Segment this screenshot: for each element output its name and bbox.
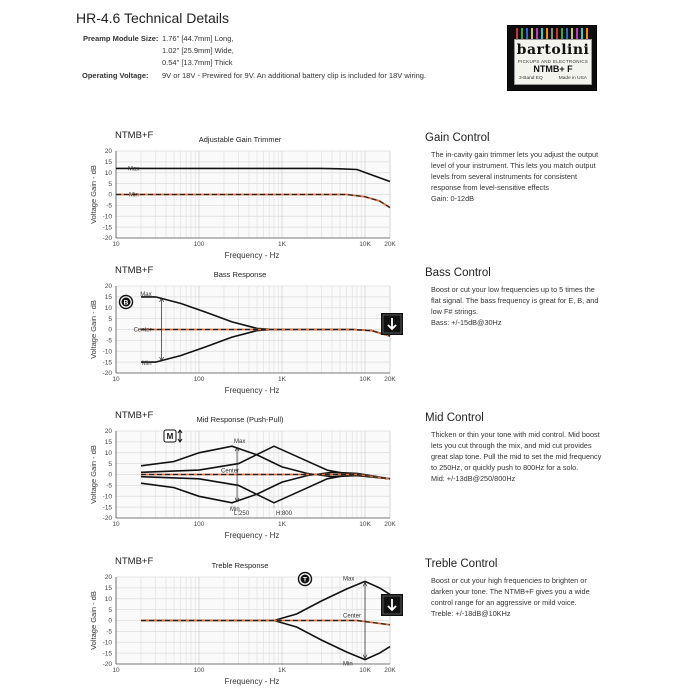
panel-treble: [0, 554, 700, 694]
logo-sub: PICKUPS AND ELECTRONICS: [517, 59, 589, 64]
chart-model: NTMB+F: [115, 410, 154, 421]
x-axis-label: Frequency - Hz: [224, 386, 280, 395]
chart-model: NTMB+F: [115, 556, 154, 567]
x-tick-label: 20K: [384, 667, 396, 674]
y-tick-label: 10: [104, 304, 112, 312]
pin-wire: [526, 28, 528, 39]
y-tick-label: 0: [108, 471, 112, 479]
y-tick-label: -5: [106, 202, 112, 210]
spec-size-line-2: 1.02" [25.9mm] Wide,: [162, 46, 234, 55]
curve-label: Center: [343, 613, 362, 620]
panel-mid: [0, 408, 700, 548]
chart-model: NTMB+F: [115, 265, 154, 276]
y-tick-label: -15: [102, 650, 112, 658]
y-tick-label: -10: [102, 213, 112, 221]
logo-brand: bartolini: [516, 42, 590, 58]
curve-label: Min: [343, 661, 353, 668]
pin-wire: [551, 28, 553, 39]
x-tick-label: 10K: [359, 376, 371, 383]
y-tick-label: -20: [102, 661, 112, 669]
curve-label: Center: [221, 468, 240, 475]
control-desc: Boost or cut your low frequencies up to 5 times the flat signal. The bass frequency is great for E, B, and low F# strings. Bass: +/-15dB@30Hz: [431, 285, 599, 327]
curve-label: H:800: [275, 511, 292, 517]
y-tick-label: -15: [102, 504, 112, 512]
y-axis-label: Voltage Gain - dB: [89, 165, 98, 224]
y-tick-label: -20: [102, 235, 112, 243]
chart-title: Treble Response: [211, 561, 269, 570]
curve-label: Max: [140, 291, 152, 298]
y-axis-label: Voltage Gain - dB: [89, 300, 98, 359]
x-tick-label: 1K: [278, 376, 286, 383]
bartolini-logo: [507, 25, 597, 91]
y-tick-label: 10: [104, 449, 112, 457]
x-tick-label: 1K: [278, 667, 286, 674]
panel-bass: [0, 263, 700, 403]
curve-label: Min: [141, 361, 152, 368]
control-desc: Boost or cut your high frequencies to brighten or darken your tone. The NTMB+F gives you a wide control range for an aggressive or mild voice. Treble: +/-18dB@10KHz: [431, 576, 590, 618]
pin-wire: [516, 28, 518, 39]
y-tick-label: 5: [108, 606, 112, 614]
y-tick-label: -5: [106, 628, 112, 636]
x-tick-label: 10: [112, 521, 120, 528]
spec-voltage-label: Operating Voltage:: [82, 71, 149, 80]
y-tick-label: 15: [104, 159, 112, 167]
y-tick-label: 0: [108, 326, 112, 334]
y-axis-label: Voltage Gain - dB: [89, 445, 98, 504]
pin-wire: [566, 28, 568, 39]
x-axis-label: Frequency - Hz: [224, 677, 280, 686]
x-tick-label: 100: [193, 521, 205, 528]
logo-card: [514, 39, 592, 85]
x-tick-label: 10K: [359, 667, 371, 674]
curve-label: Min: [230, 506, 240, 513]
logo-eq: 3-Band EQ: [519, 76, 543, 81]
pin-wire: [556, 28, 558, 39]
y-tick-label: -5: [106, 337, 112, 345]
x-tick-label: 20K: [384, 521, 396, 528]
x-axis-label: Frequency - Hz: [224, 251, 280, 260]
control-title: Bass Control: [425, 267, 491, 279]
spec-size-line-3: 0.54" [13.7mm] Thick: [162, 58, 233, 67]
y-tick-label: 0: [108, 191, 112, 199]
y-tick-label: 10: [104, 169, 112, 177]
pin-wire: [531, 28, 533, 39]
x-tick-label: 10K: [359, 521, 371, 528]
y-tick-label: 15: [104, 585, 112, 593]
knob-letter: T: [303, 576, 307, 584]
y-tick-label: -10: [102, 493, 112, 501]
y-tick-label: -10: [102, 348, 112, 356]
y-tick-label: 10: [104, 595, 112, 603]
page-title: HR-4.6 Technical Details: [76, 10, 230, 26]
x-tick-label: 100: [193, 376, 205, 383]
pin-wire: [576, 28, 578, 39]
panel-gain: [0, 128, 700, 268]
x-tick-label: 100: [193, 241, 205, 248]
curve-label: Max: [234, 439, 246, 446]
pin-wire: [521, 28, 523, 39]
pin-wire: [541, 28, 543, 39]
y-tick-label: -20: [102, 515, 112, 523]
y-tick-label: 15: [104, 439, 112, 447]
control-desc: The in-cavity gain trimmer lets you adjust the output level of your instrument. This lets you match output levels from several instruments for consistent response from level-sensitive effects Gain: 0-12dB: [431, 150, 599, 203]
pin-wire: [586, 28, 588, 39]
x-tick-label: 10: [112, 241, 120, 248]
curve-label: Max: [343, 576, 355, 583]
curve-label: L:250: [234, 511, 250, 517]
chart-title: Adjustable Gain Trimmer: [198, 135, 282, 144]
y-tick-label: 20: [104, 148, 112, 156]
y-tick-label: 0: [108, 617, 112, 625]
x-tick-label: 20K: [384, 241, 396, 248]
pin-wire: [571, 28, 573, 39]
logo-model: NTMB+ F: [533, 64, 573, 74]
y-tick-label: 15: [104, 294, 112, 302]
y-tick-label: -10: [102, 639, 112, 647]
x-tick-label: 10: [112, 376, 120, 383]
y-tick-label: 20: [104, 283, 112, 291]
spec-size-line-1: 1.76" [44.7mm] Long,: [162, 34, 234, 43]
spec-voltage-line-1: 9V or 18V - Prewired for 9V. An additional battery clip is included for 18V wiring.: [162, 71, 427, 80]
y-tick-label: 5: [108, 180, 112, 188]
y-tick-label: -15: [102, 359, 112, 367]
y-tick-label: -5: [106, 482, 112, 490]
y-tick-label: 20: [104, 428, 112, 436]
spec-size-label: Preamp Module Size:: [83, 34, 159, 43]
pin-wire: [546, 28, 548, 39]
x-axis-label: Frequency - Hz: [224, 531, 280, 540]
x-tick-label: 10K: [359, 241, 371, 248]
pin-wire: [581, 28, 583, 39]
y-tick-label: -15: [102, 224, 112, 232]
logo-foot: [519, 76, 587, 81]
control-desc: Thicken or thin your tone with mid control. Mid boost lets you cut through the mix, and mid cut provides great slap tone. Pull the mid to set the mid frequency to 250Hz, or quickly push to 800Hz for a solo. Mid: +/-13dB@250/800Hz: [431, 430, 602, 483]
pin-wire: [536, 28, 538, 39]
x-tick-label: 1K: [278, 241, 286, 248]
y-tick-label: 5: [108, 460, 112, 468]
knob-letter: B: [123, 299, 129, 307]
x-tick-label: 1K: [278, 521, 286, 528]
x-tick-label: 100: [193, 667, 205, 674]
control-title: Gain Control: [425, 132, 490, 144]
control-title: Treble Control: [425, 558, 498, 570]
y-tick-label: 20: [104, 574, 112, 582]
y-axis-label: Voltage Gain - dB: [89, 591, 98, 650]
y-tick-label: -20: [102, 370, 112, 378]
curve-label: Max: [128, 166, 140, 173]
x-tick-label: 10: [112, 667, 120, 674]
chart-title: Mid Response (Push-Pull): [196, 415, 284, 424]
chart-model: NTMB+F: [115, 130, 154, 141]
curve-label: Center: [133, 327, 152, 334]
x-tick-label: 20K: [384, 376, 396, 383]
mid-switch-letter: M: [166, 432, 174, 441]
y-tick-label: 5: [108, 315, 112, 323]
curve-label: Min: [129, 192, 139, 199]
pin-wire: [561, 28, 563, 39]
chart-title: Bass Response: [213, 270, 267, 279]
logo-made: Made in USA: [558, 76, 587, 81]
control-title: Mid Control: [425, 412, 484, 424]
